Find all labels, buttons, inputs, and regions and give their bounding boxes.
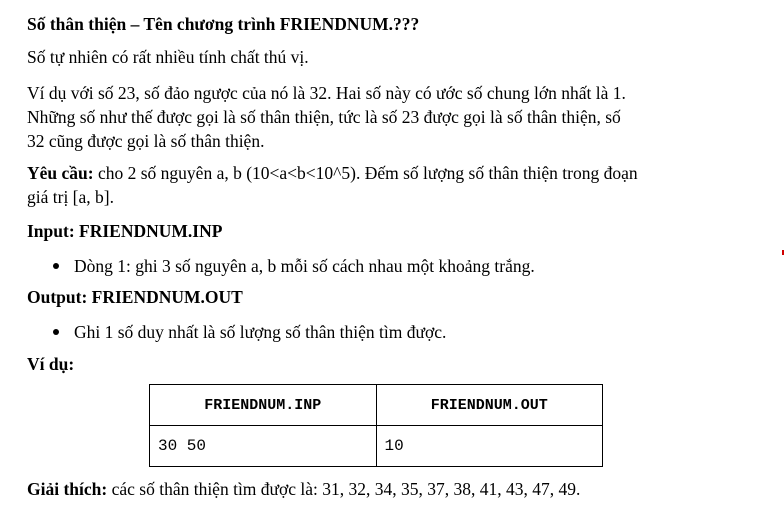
requirement-line-1 bbox=[27, 161, 638, 185]
table-row bbox=[150, 426, 603, 467]
table-cell-output: 10 bbox=[376, 426, 603, 467]
explanation-label: Giải thích: bbox=[27, 479, 108, 499]
example-paragraph-line-3: 32 cũng được gọi là số thân thiện. bbox=[27, 131, 265, 151]
bullet-icon bbox=[53, 263, 59, 269]
example-table bbox=[149, 384, 603, 467]
example-paragraph-line-1: Ví dụ với số 23, số đảo ngược của nó là 32. Hai số này có ước số chung lớn nhất là 1. bbox=[27, 83, 626, 103]
output-bullet-text: Ghi 1 số duy nhất là số lượng số thân thiện tìm được. bbox=[74, 322, 447, 342]
problem-title: Số thân thiện – Tên chương trình FRIENDNUM.??? bbox=[27, 14, 420, 34]
example-heading: Ví dụ: bbox=[27, 354, 75, 374]
explanation-text: các số thân thiện tìm được là: 31, 32, 34, 35, 37, 38, 41, 43, 47, 49. bbox=[107, 479, 581, 499]
table-header-input: FRIENDNUM.INP bbox=[150, 385, 377, 426]
intro-text: Số tự nhiên có rất nhiều tính chất thú vị. bbox=[27, 47, 309, 67]
table-header-output: FRIENDNUM.OUT bbox=[376, 385, 603, 426]
example-paragraph-line-2: Những số như thế được gọi là số thân thiện, tức là số 23 được gọi là số thân thiện, số bbox=[27, 107, 621, 127]
bullet-icon bbox=[53, 329, 59, 335]
explanation-line bbox=[27, 477, 580, 501]
table-cell-input: 30 50 bbox=[150, 426, 377, 467]
requirement-label: Yêu cầu: bbox=[27, 163, 94, 183]
output-heading: Output: FRIENDNUM.OUT bbox=[27, 287, 243, 307]
table-header-row bbox=[150, 385, 603, 426]
requirement-line-2: giá trị [a, b]. bbox=[27, 187, 114, 207]
input-heading: Input: FRIENDNUM.INP bbox=[27, 221, 223, 241]
requirement-text: cho 2 số nguyên a, b (10<a<b<10^5). Đếm số lượng số thân thiện trong đoạn bbox=[93, 163, 638, 183]
input-bullet-text: Dòng 1: ghi 3 số nguyên a, b mỗi số cách nhau một khoảng trắng. bbox=[74, 256, 535, 276]
